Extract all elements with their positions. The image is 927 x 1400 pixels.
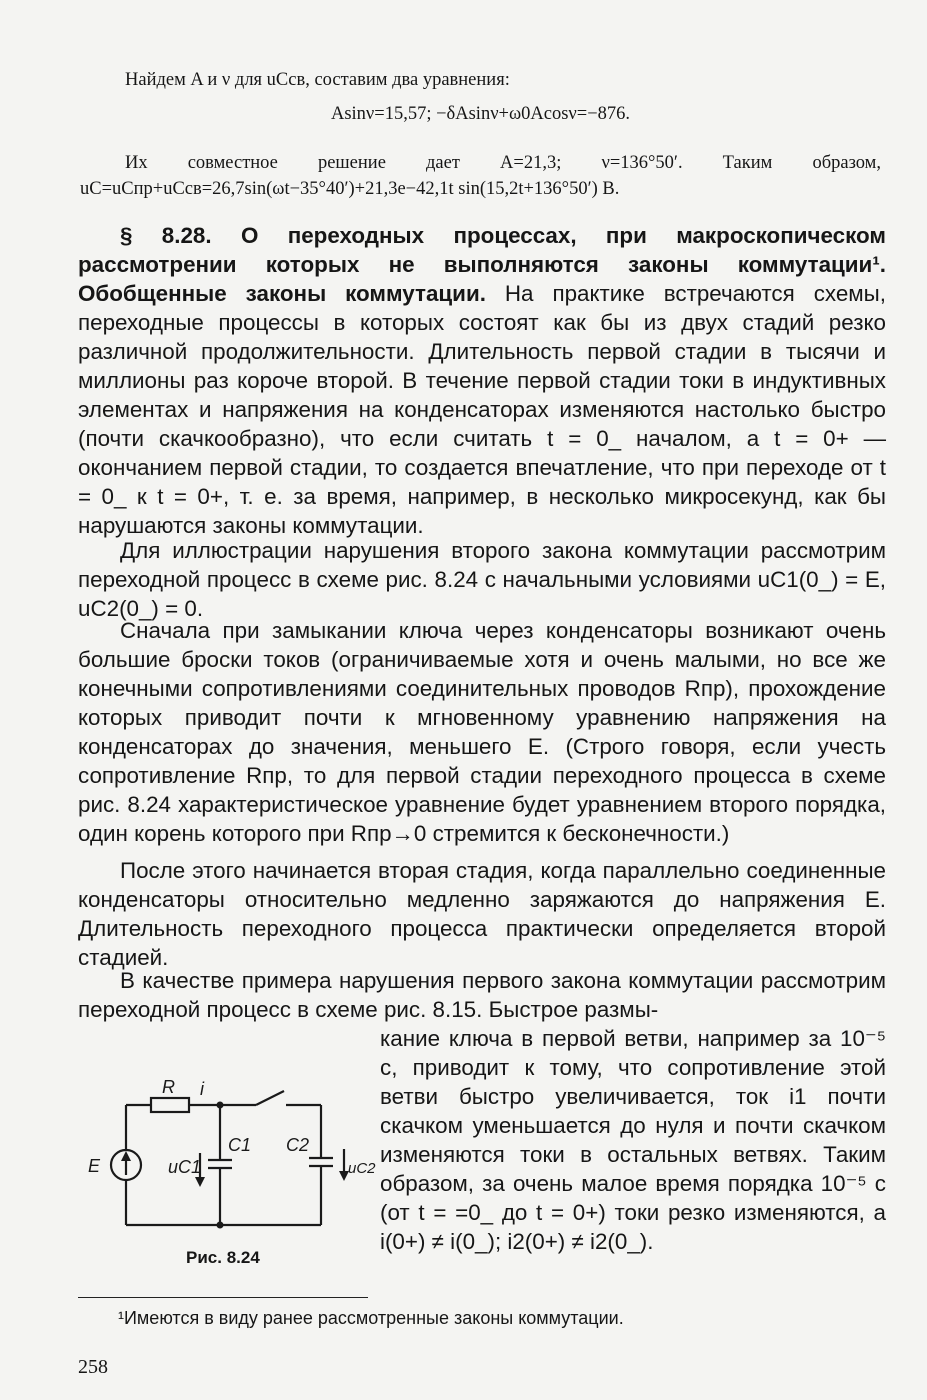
resistor-symbol bbox=[151, 1098, 189, 1112]
section-paragraph-5 bbox=[78, 966, 886, 1024]
section-paragraph-4 bbox=[78, 856, 886, 972]
label-R: R bbox=[162, 1077, 175, 1097]
solution-text bbox=[80, 150, 881, 202]
p3-text: Сначала при замыкании ключа через конденсаторы возникают очень большие броски токов (ограничиваемые хотя и очень малыми, но все же конечными сопротивлениями соединительных проводов Rпр), прохождение которых приводит почти к мгновенному уравнению напряжения на конденсаторах до значения, меньшего E. (Строго говоря, если учесть сопротивление Rпр, то для первой стадии переходного процесса в схеме рис. 8.24 характеристическое уравнение будет уравнением второго порядка, один корень которого при Rпр→0 стремится к бесконечности.) bbox=[78, 618, 886, 846]
figure-caption: Рис. 8.24 bbox=[186, 1248, 260, 1267]
equation: Asinν=15,57; −δAsinν+ω0Acosν=−876. bbox=[330, 104, 631, 124]
section-paragraph-6 bbox=[380, 1024, 886, 1256]
p5-text: В качестве примера нарушения первого закона коммутации рассмотрим переходной процесс в схеме рис. 8.15. Быстрое размы- bbox=[78, 968, 886, 1022]
label-uC1: uC1 bbox=[168, 1157, 202, 1177]
intro-line: Найдем A и ν для uCсв, составим два уравнения: bbox=[125, 70, 510, 90]
solution-line-1: Их совместное решение дает A=21,3; ν=136°50′. Таким образом, bbox=[125, 153, 881, 173]
label-i: i bbox=[200, 1079, 204, 1099]
section-heading: § 8.28. О переходных процессах, при макроскопическом рассмотрении которых не выполняются законы коммутации¹. Обобщенные законы коммутации. bbox=[78, 223, 886, 306]
page-number: 258 bbox=[78, 1356, 108, 1378]
footnote: ¹Имеются в виду ранее рассмотренные законы коммутации. bbox=[118, 1308, 624, 1328]
solution-line-2: uC=uCпр+uCсв=26,7sin(ωt−35°40′)+21,3e−42,1t sin(15,2t+136°50′) В. bbox=[80, 179, 620, 199]
p2-text: Для иллюстрации нарушения второго закона коммутации рассмотрим переходной процесс в схеме рис. 8.24 с начальными условиями uC1(0_) = E, uC2(0_) = 0. bbox=[78, 538, 886, 621]
label-E: E bbox=[88, 1156, 101, 1176]
switch-symbol bbox=[256, 1091, 284, 1105]
circuit-diagram bbox=[88, 1075, 376, 1250]
section-paragraph-3 bbox=[78, 616, 886, 848]
label-C1: C1 bbox=[228, 1135, 252, 1155]
p4-text: После этого начинается вторая стадия, когда параллельно соединенные конденсаторы относительно медленно заряжаются до напряжения E. Длительность переходного процесса практически определяется второй стадией. bbox=[78, 858, 886, 970]
p6-text: кание ключа в первой ветви, например за 10⁻⁵ с, приводит к тому, что сопротивление этой ветви быстро увеличивается, ток i1 почти скачком уменьшается до нуля и почти скачком изменяются токи в остальных ветвях. Таким образом, за очень малое время порядка 10⁻⁵ с (от t = =0_ до t = 0+) токи резко изменяются, а i(0+) ≠ i(0_); i2(0+) ≠ i2(0_). bbox=[380, 1026, 886, 1254]
label-uC2: uC2 bbox=[348, 1160, 376, 1177]
label-C2: C2 bbox=[286, 1135, 310, 1155]
section-p1-text: На практике встречаются схемы, переходные процессы в которых состоят как бы из двух стадий резко различной продолжительности. Длительность первой стадии в тысячи и миллионы раз короче второй. В течение первой стадии токи в индуктивных элементах и напряжения на конденсаторах изменяются настолько быстро (почти скачкообразно), что если считать t = 0_ началом, а t = 0+ — окончанием первой стадии, то создается впечатление, что при переходе от t = 0_ к t = 0+, т. е. за время, например, в несколько микросекунд, как бы нарушаются законы коммутации. bbox=[78, 281, 886, 538]
section-paragraph-2 bbox=[78, 536, 886, 623]
section-paragraph-1 bbox=[78, 221, 886, 540]
footnote-rule bbox=[78, 1297, 368, 1298]
